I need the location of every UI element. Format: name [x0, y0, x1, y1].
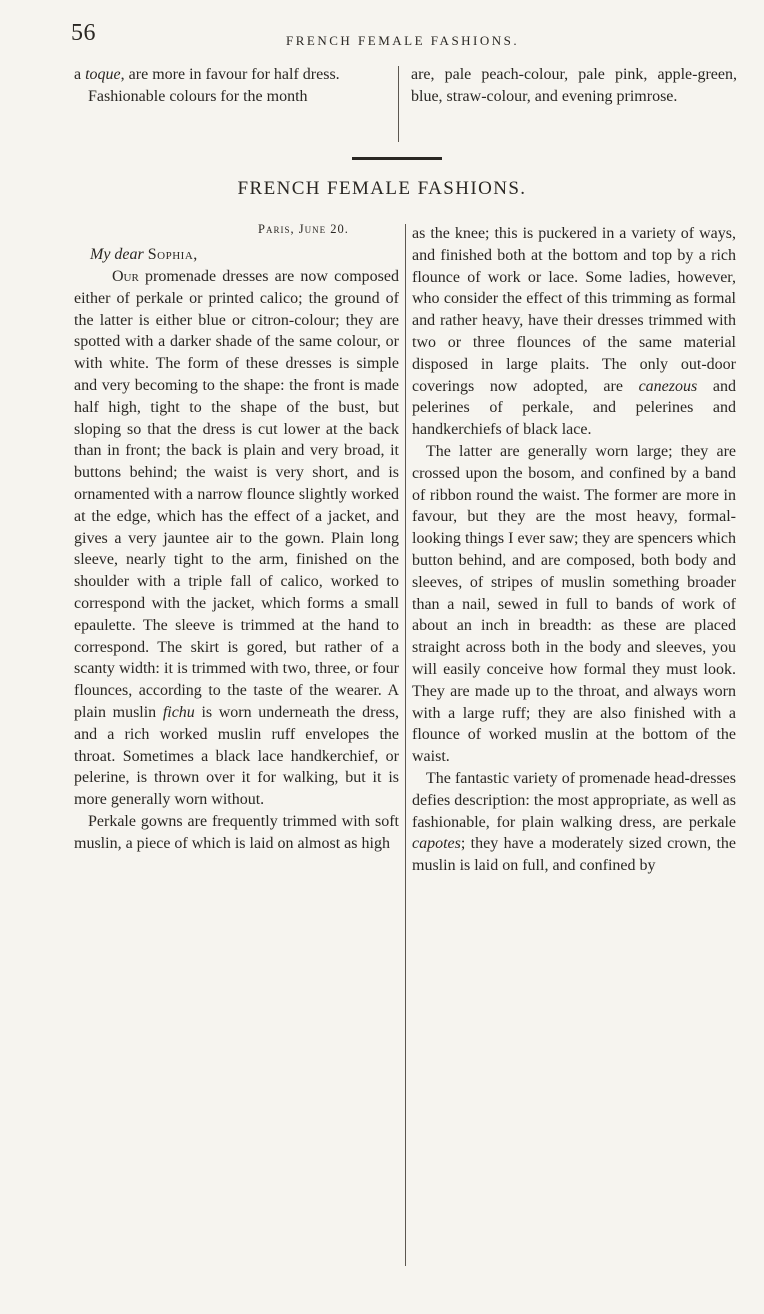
running-head: FRENCH FEMALE FASHIONS. [286, 33, 520, 48]
top-left-line-1: a toque, are more in favour for half dress. [74, 66, 340, 83]
right-paragraph-1: as the knee; this is puckered in a variety of ways, and finished both at the bottom and top by a rich flounce of work or lace. Some ladies, however, who consider the effect of this trimming as formal and rather heavy, have their dresses trimmed with two or three flounces of the same material disposed in large plaits. The only out-door coverings now adopted, are canezous and pelerines of perkale, and pelerines and handkerchiefs of black lace. [412, 225, 736, 439]
salutation-prefix: My dear [90, 246, 144, 263]
top-left-column [74, 64, 404, 108]
top-right-paragraph: are, pale peach-colour, pale pink, apple-green, blue, straw-colour, and evening primrose. [411, 66, 737, 105]
salutation [90, 246, 198, 264]
left-paragraph-2: Perkale gowns are frequently trimmed with soft muslin, a piece of which is laid on almost as high [74, 812, 399, 852]
left-paragraph-1-text: promenade dresses are now composed either of perkale or printed calico; the ground of the latter is either blue or citron-colour; they are spotted with a darker shade of the same colour, or with white. The form of these dresses is simple and very becoming to the shape: the front is made half high, tight to the shape of the bust, but sloping so that the dress is cut lower at the back than in front; the back is plain and very broad, it buttons behind; the waist is very short, and is ornamented with a narrow flounce slightly worked at the edge, which has the effect of a jacket, and gives a very jauntee air to the gown. Plain long sleeve, nearly tight to the arm, finished on the shoulder with a triple fall of calico, worked to correspond with the jacket, which forms a small epaulette. The sleeve is trimmed at the hand to correspond. The skirt is gored, but rather of a scanty width: it is trimmed with two, three, or four flounces, according to the taste of the wearer. A plain muslin fichu is worn underneath the dress, and a rich worked muslin ruff envelopes the throat. Sometimes a black lace handkerchief, or pelerine, is thrown over it for walking, but it is more generally worn without. [74, 268, 400, 809]
page-number: 56 [71, 20, 96, 46]
top-column-divider [398, 66, 399, 142]
main-left-column [74, 266, 399, 855]
salutation-name: Sophia, [147, 246, 198, 263]
top-right-column [411, 64, 737, 108]
section-divider-rule [352, 157, 442, 160]
right-paragraph-3: The fantastic variety of promenade head-dresses defies description: the most appropriate, as well as fashionable, for plain walking dress, are perkale capotes; they have a moderately sized crown, the muslin is laid on full, and confined by [412, 769, 736, 875]
dateline: Paris, June 20. [258, 222, 349, 236]
section-title: FRENCH FEMALE FASHIONS. [237, 178, 527, 199]
left-paragraph-1 [74, 266, 399, 811]
main-column-divider [405, 224, 406, 1266]
right-paragraph-2: The latter are generally worn large; they are crossed upon the bosom, and confined by a band of ribbon round the waist. The former are more in favour, but they are the most heavy, formal-looking things I ever saw; they are spencers which button behind, and are composed, both body and sleeves, of stripes of muslin something broader than a nail, sewed in full to bands of work of about an inch in breadth: as these are placed straight across both in the body and sleeves, you will easily conceive how formal they must look. They are made up to the throat, and always worn with a large ruff; they are also finished with a flounce of worked muslin at the bottom of the waist. [412, 442, 736, 766]
opening-word: Our [112, 268, 139, 285]
top-left-line-2: Fashionable colours for the month [88, 87, 308, 105]
main-right-column [412, 223, 736, 877]
